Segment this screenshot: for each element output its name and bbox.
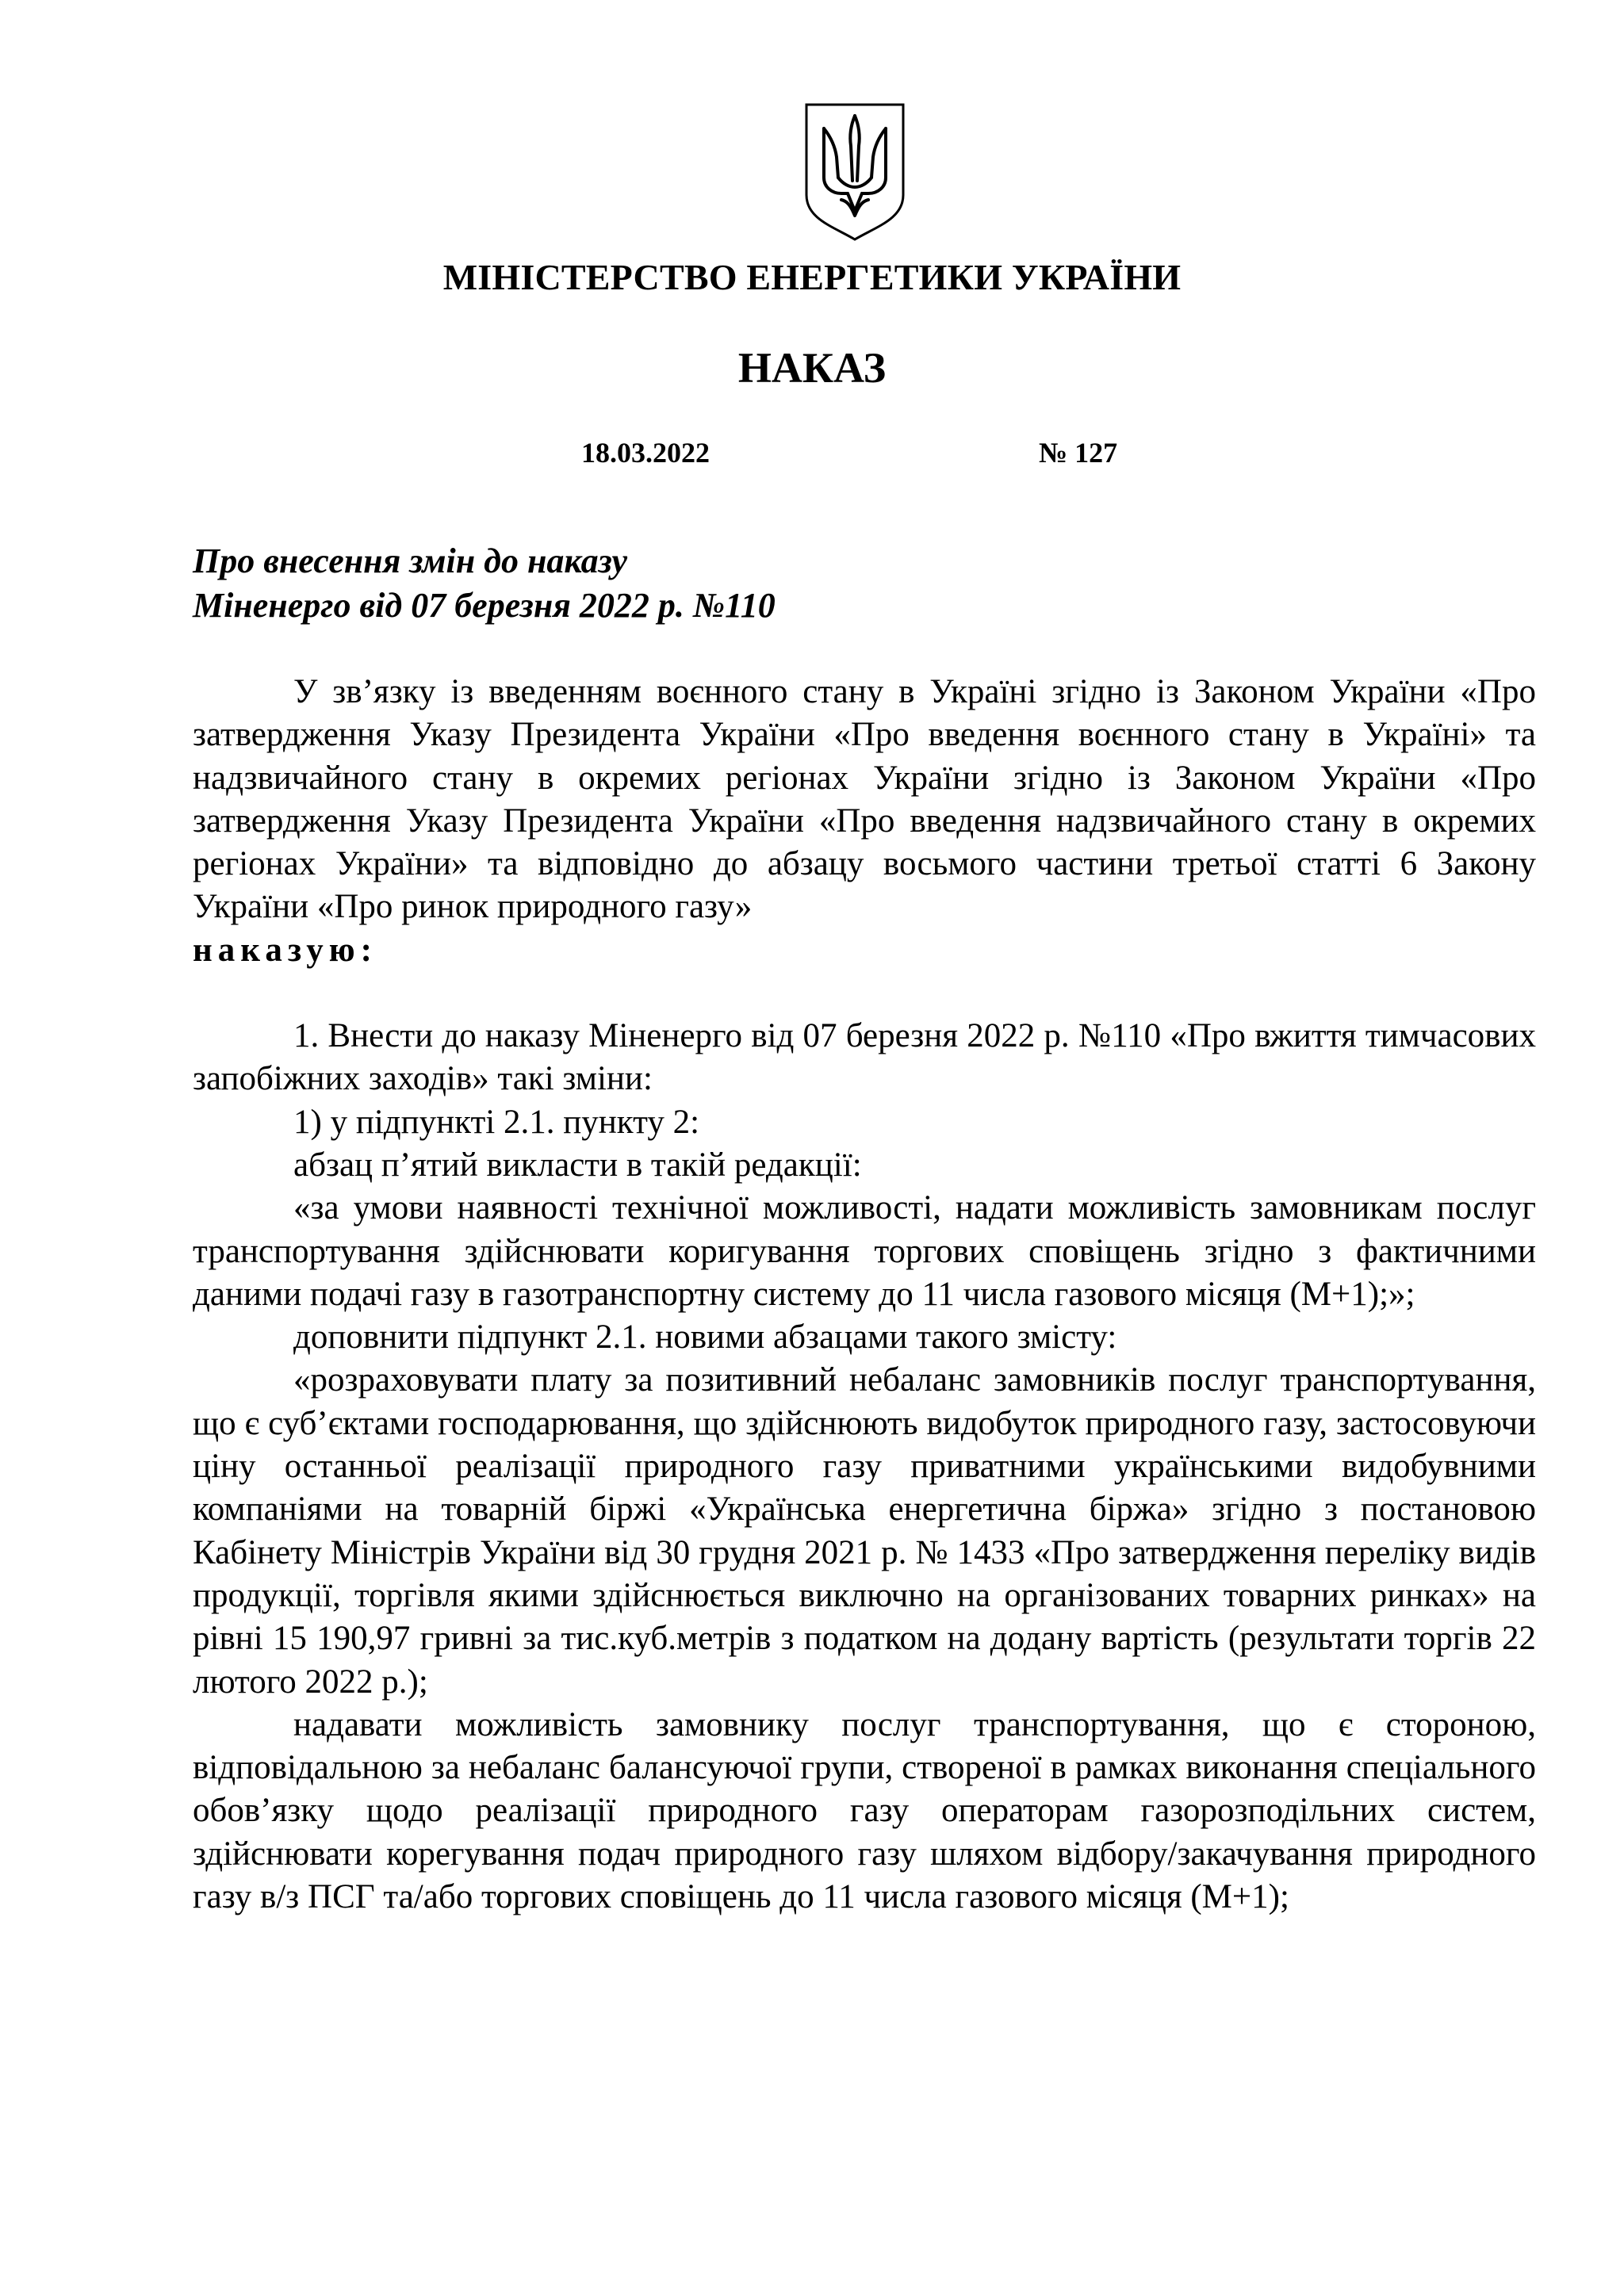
order-number: № 127 bbox=[1039, 437, 1118, 469]
body-paragraph: надавати можливість замовнику послуг транспортування, що є стороною, відповідальною за небаланс балансуючої групи, створеної в рамках виконання спеціального обов’язку щодо реалізації природного газу операторам газорозподільних систем, здійснювати корегування подач природного газу шляхом відбору/закачування природного газу в/з ПСГ та/або торгових сповіщень до 11 числа газового місяця (М+1); bbox=[193, 1705, 1536, 1916]
order-subject bbox=[193, 539, 986, 628]
body-paragraph: 1) у підпункті 2.1. пункту 2: bbox=[293, 1103, 700, 1141]
subject-line: Міненерго від 07 березня 2022 р. №110 bbox=[193, 586, 776, 625]
document-type: НАКАЗ bbox=[737, 344, 887, 392]
body-paragraph: доповнити підпункт 2.1. новими абзацами такого змісту: bbox=[293, 1318, 1117, 1357]
coat-of-arms-icon bbox=[803, 101, 906, 243]
body-paragraph: «розраховувати плату за позитивний небаланс замовників послуг транспортування, що є суб’єктами господарювання, що здійснюють видобуток природного газу, застосовуючи ціну останньої реалізації природного газу приватними українськими видобувними компаніями на товарній біржі «Українська енергетична біржа» згідно з постановою Кабінету Міністрів України від 30 грудня 2021 р. № 1433 «Про затвердження переліку видів продукції, торгівля якими здійснюється виключно на організованих товарних ринках» на рівні 15 190,97 гривні за тис.куб.метрів з податком на додану вартість (результати торгів 22 лютого 2022 р.); bbox=[193, 1361, 1536, 1701]
paragraph-gap bbox=[193, 972, 1536, 1015]
order-word bbox=[193, 929, 1536, 972]
body-paragraph: 1. Внести до наказу Міненерго від 07 березня 2022 р. №110 «Про вжиття тимчасових запобіжних заходів» такі зміни: bbox=[193, 1017, 1536, 1098]
body-paragraph: «за умови наявності технічної можливості, надати можливість замовникам послуг транспортування здійснювати коригування торгових сповіщень згідно з фактичними даними подачі газу в газотранспортну систему до 11 числа газового місяця (М+1);»; bbox=[193, 1189, 1536, 1313]
preamble-paragraph: У зв’язку із введенням воєнного стану в Україні згідно із Законом України «Про затвердження Указу Президента України «Про введення воєнного стану в Україні» та надзвичайного стану в окремих регіонах України згідно із Законом України «Про затвердження Указу Президента України «Про введення надзвичайного стану в окремих регіонах України» та відповідно до абзацу восьмого частини третьої статті 6 Закону України «Про ринок природного газу» bbox=[193, 673, 1536, 926]
order-body bbox=[193, 671, 1536, 1919]
body-paragraph: абзац п’ятий викласти в такій редакції: bbox=[293, 1146, 862, 1184]
order-word-text: наказую: bbox=[193, 931, 377, 969]
subject-line: Про внесення змін до наказу bbox=[193, 541, 627, 580]
ministry-name: МІНІСТЕРСТВО ЕНЕРГЕТИКИ УКРАЇНИ bbox=[442, 257, 1182, 297]
order-date: 18.03.2022 bbox=[581, 437, 710, 469]
